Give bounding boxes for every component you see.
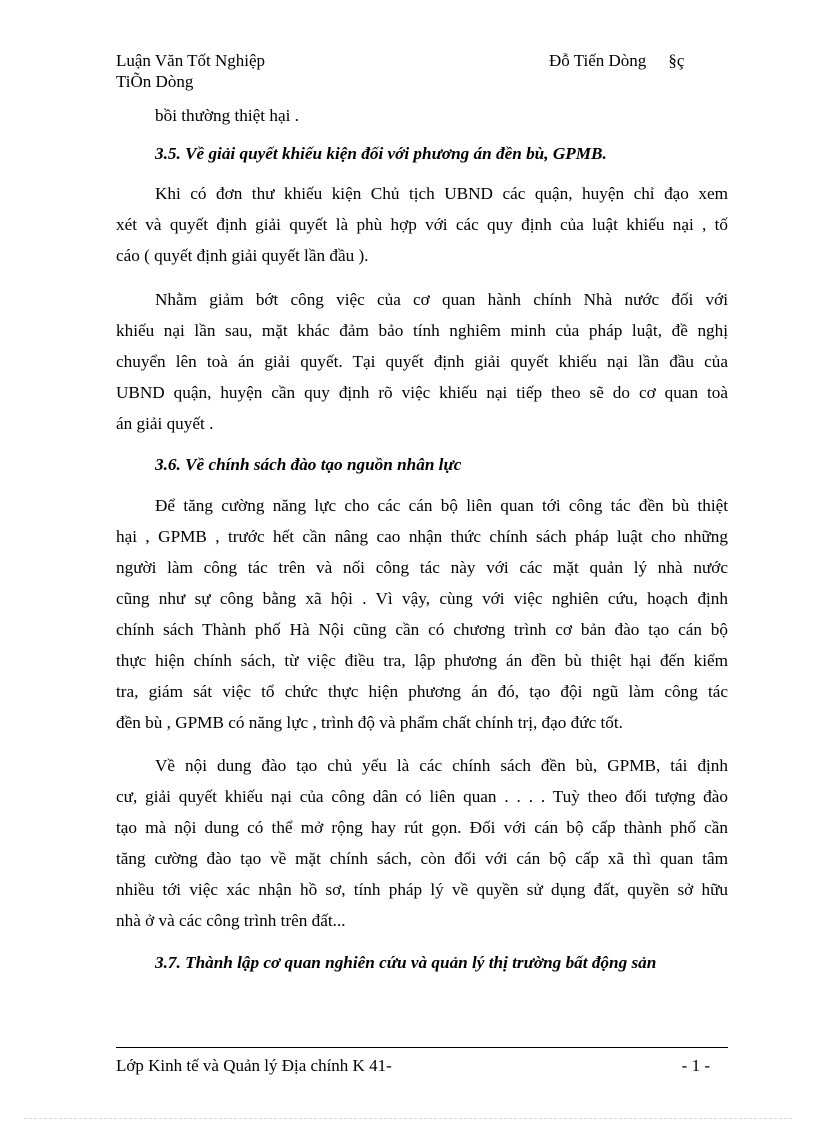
paragraph-line: Để tăng cường năng lực cho các cán bộ liên quan tới công tác đền bù thiệt: [155, 496, 728, 515]
footer-class-label: Lớp Kinh tế và Quản lý Địa chính K 41-: [116, 1056, 392, 1075]
document-body: [116, 100, 728, 978]
header-author-name: Đỗ Tiến Dòng: [549, 51, 647, 70]
paragraph-line: cư, giải quyết khiếu nại của công dân có liên quan . . . . Tuỳ theo đối tượng đào: [116, 787, 728, 806]
paragraph-line: nhà ở và các công trình trên đất...: [116, 911, 346, 930]
paragraph-line: cáo ( quyết định giải quyết lần đầu ).: [116, 246, 369, 265]
paragraph-line: xét và quyết định giải quyết là phù hợp với các quy định của luật khiếu nại , tố: [116, 215, 728, 234]
paragraph-3: [116, 490, 728, 738]
paragraph-line: cũng như sự công bằng xã hội . Vì vậy, cùng với việc nghiên cứu, hoạch định: [116, 589, 728, 608]
paragraph-line: Khi có đơn thư khiếu kiện Chủ tịch UBND các quận, huyện chỉ đạo xem: [155, 184, 728, 203]
paragraph-line: người làm công tác trên và nối công tác này với các mặt quản lý nhà nước: [116, 558, 728, 577]
paragraph-line: tạo mà nội dung có thể mở rộng hay rút gọn. Đối với cán bộ cấp thành phố cần: [116, 818, 728, 837]
paragraph-line: hại , GPMB , trước hết cần nâng cao nhận thức chính sách pháp luật cho những: [116, 527, 728, 546]
paragraph-line: Nhằm giảm bớt công việc của cơ quan hành chính Nhà nước đối với: [155, 290, 728, 309]
paragraph-line: nhiều tới việc xác nhận hồ sơ, tính pháp lý về quyền sử dụng đất, quyền sở hữu: [116, 880, 728, 899]
section-heading-3-7: 3.7. Thành lập cơ quan nghiên cứu và quản lý thị trường bất động sản: [155, 953, 657, 972]
header-author: [549, 50, 684, 71]
section-heading-3-6: 3.6. Về chính sách đào tạo nguồn nhân lực: [155, 455, 462, 474]
paragraph-4: [116, 750, 728, 936]
page-edge-divider: [24, 1118, 792, 1119]
paragraph-1: [116, 178, 728, 271]
paragraph-line: tăng cường đào tạo về mặt chính sách, còn đối với cán bộ cấp xã thì quan tâm: [116, 849, 728, 868]
header-title: Luận Văn Tốt Nghiệp: [116, 51, 266, 70]
paragraph-line: chuyển lên toà án giải quyết. Tại quyết định giải quyết khiếu nại lần đầu của: [116, 352, 728, 371]
paragraph-2: [116, 284, 728, 439]
paragraph-line: thực hiện chính sách, từ việc điều tra, lập phương án đền bù thiệt hại đến kiểm: [116, 651, 728, 670]
header-author-symbol: §ç: [668, 51, 685, 70]
footer-divider: [116, 1047, 728, 1048]
paragraph-line: bồi thường thiệt hại .: [155, 106, 299, 125]
paragraph-line: tra, giám sát việc tổ chức thực hiện phương án đó, tạo đội ngũ làm công tác: [116, 682, 728, 701]
paragraph-line: án giải quyết .: [116, 414, 214, 433]
paragraph-line: UBND quận, huyện cần quy định rõ việc khiếu nại tiếp theo sẽ do cơ quan toà: [116, 383, 728, 402]
header-author-continuation: TiÕn Dòng: [116, 72, 194, 91]
paragraph-line: chính sách Thành phố Hà Nội cũng cần có chương trình cơ bản đào tạo cán bộ: [116, 620, 728, 639]
paragraph-line: đền bù , GPMB có năng lực , trình độ và phẩm chất chính trị, đạo đức tốt.: [116, 713, 623, 732]
section-heading-3-5: 3.5. Về giải quyết khiếu kiện đối với phương án đền bù, GPMB.: [155, 144, 607, 163]
paragraph-line: khiếu nại lần sau, mặt khác đảm bảo tính nghiêm minh của pháp luật, đề nghị: [116, 321, 728, 340]
page-number: - 1 -: [681, 1056, 710, 1075]
paragraph-line: Về nội dung đào tạo chủ yếu là các chính sách đền bù, GPMB, tái định: [155, 756, 728, 775]
